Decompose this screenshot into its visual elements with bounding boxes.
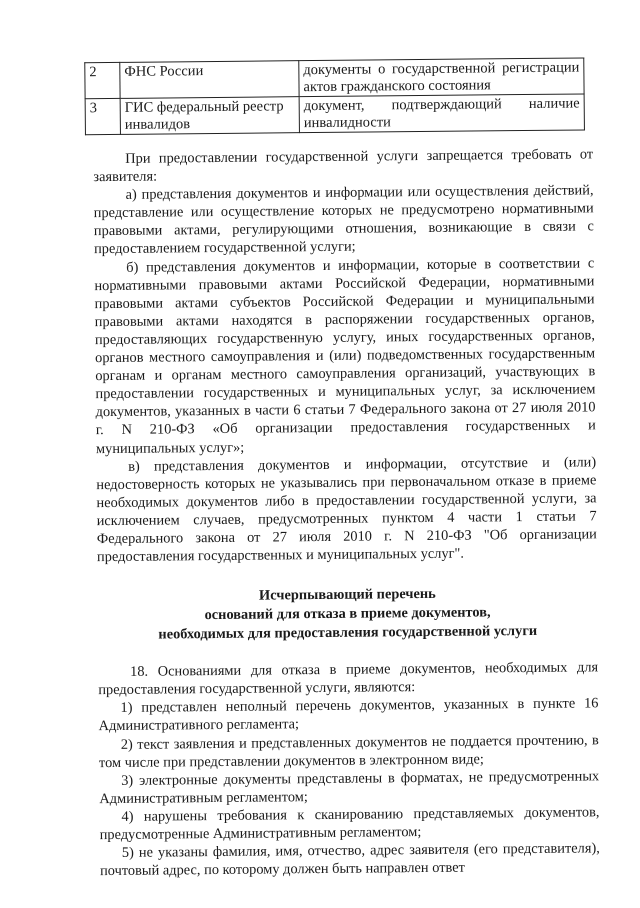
item-b-paragraph: б) представления документов и информации, которые в соответствии с нормативными правовыми актами Российской Федерации, нормативными правовыми актами субъектов Российской Федерации и муниципальными правовыми актами находятся в распоряжении государственных органов, предоставляющих государственную услугу, иных государственных органов, органов местного самоуправления и (или) подведомственных государственным органам и органам местного самоуправления организаций, участвующих в предоставлении государственных и муниципальных услуг, за исключением документов, указанных в части 6 статьи 7 Федерального закона от 27 июля 2010 г. N 210-ФЗ «Об организации предоставления государственных и муниципальных услуг»; — [94, 254, 596, 457]
section-heading — [97, 584, 598, 646]
intro-paragraph: При предоставлении государственной услуги запрещается требовать от заявителя: — [93, 146, 594, 186]
list-item: 3) электронные документы представлены в форматах, не предусмотренных Административным регламентом; — [99, 768, 600, 807]
list-item: 5) не указаны фамилия, имя, отчество, адрес заявителя (его представителя), почтовый адрес, по которому должен быть направлен ответ — [99, 840, 600, 880]
heading-line-3: необходимых для предоставления государственной услуги — [158, 623, 538, 643]
organization-cell: ГИС федеральный реестр инвалидов — [120, 97, 299, 135]
row-number: 3 — [85, 98, 120, 134]
organization-cell: ФНС России — [120, 61, 299, 99]
list-item: 4) нарушены требования к сканированию представляемых документов, предусмотренные Административным регламентом; — [99, 804, 600, 844]
heading-line-1: Исчерпывающий перечень — [258, 586, 436, 604]
list-item: 1) представлен неполный перечень документов, указанных в пункте 16 Административного регламента; — [98, 695, 599, 735]
document-cell: документ, подтверждающий наличие инвалидности — [299, 94, 584, 133]
row-number: 2 — [85, 62, 120, 98]
item-a-paragraph: а) представления документов и информации или осуществления действий, представление или осуществление которых не предусмотрено нормативными правовыми актами, регулирующими отношения, возникающие в связи с предоставлением государственной услуги; — [93, 182, 594, 258]
document-body — [93, 145, 600, 880]
documents-table — [84, 57, 585, 135]
heading-line-2: оснований для отказа в приеме документов, — [204, 604, 491, 624]
table-row — [85, 58, 584, 99]
table-row — [85, 94, 584, 135]
document-cell: документы о государственной регистрации актов гражданского состояния — [299, 58, 584, 97]
list-item: 2) текст заявления и представленных документов не поддается прочтению, в том числе при представлении документов в электронном виде; — [98, 731, 599, 771]
item-v-paragraph: в) представления документов и информации, отсутствие и (или) недостоверность которых не указывались при первоначальном отказе в приеме необходимых документов либо в предоставлении государственной услуги, за исключением случаев, предусмотренных пунктом 4 части 1 статьи 7 Федерального закона от 27 июля 2010 г. N 210-ФЗ "Об организации предоставления государственных и муниципальных услуг". — [96, 453, 597, 566]
paragraph-18: 18. Основаниями для отказа в приеме документов, необходимых для предоставления государственной услуги, являются: — [98, 659, 599, 699]
